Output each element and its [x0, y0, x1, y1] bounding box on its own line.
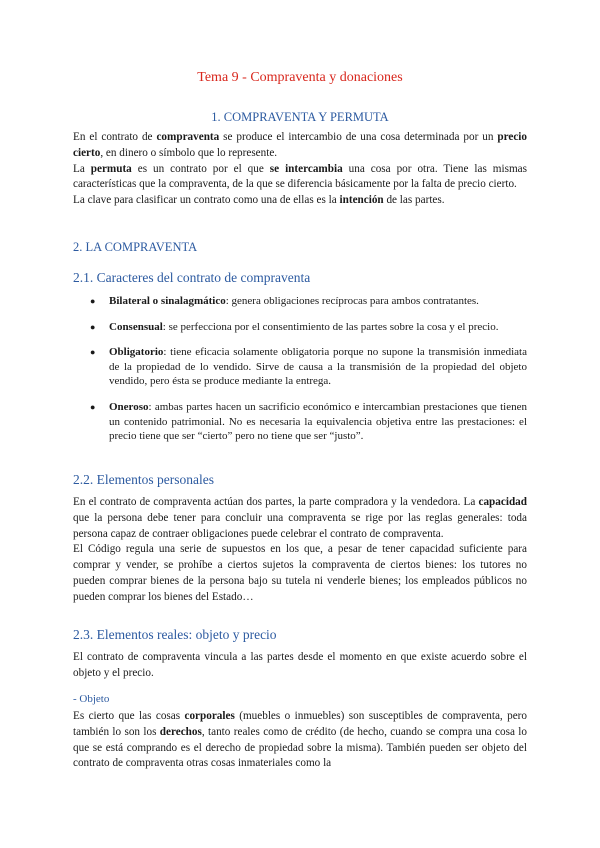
characteristics-list: [73, 294, 527, 444]
section-1-heading: 1. COMPRAVENTA Y PERMUTA: [211, 110, 389, 124]
section-2-3-intro: [73, 650, 527, 682]
list-item: ● Oneroso: ambas partes hacen un sacrificio económico e intercambian prestaciones que tienen un contenido patrimonial. No es necesaria la equivalencia objetiva entre las prestaciones: el precio tiene que ser “cierto” pero no tiene que ser “justo”.: [90, 400, 527, 443]
paragraph: La clave para clasificar un contrato como una de ellas es la intención de las partes.: [73, 194, 445, 207]
bullet-icon: ●: [90, 401, 96, 412]
section-2-2-heading: 2.2. Elementos personales: [73, 472, 214, 487]
paragraph: El Código regula una serie de supuestos en los que, a pesar de tener capacidad suficiente para comprar y vender, se prohíbe a ciertos sujetos la compraventa de ciertos bienes: los tutores no pueden comprar bienes de la persona bajo su tutela ni venderle bienes; los empleados públicos no pueden comprar los bienes del Estado…: [73, 543, 527, 603]
list-item: ● Obligatorio: tiene eficacia solamente obligatoria porque no supone la transmisión inmediata de la propiedad de lo vendido. Sirve de causa a la transmisión de la propiedad del objeto vendido, pero ésta se produce mediante la entrega.: [90, 346, 527, 388]
objeto-body: [73, 709, 527, 772]
bullet-icon: ●: [90, 296, 96, 306]
section-2-3-heading: 2.3. Elementos reales: objeto y precio: [73, 627, 277, 642]
objeto-subheading: - Objeto: [73, 693, 110, 705]
bullet-icon: ●: [90, 321, 96, 332]
paragraph: La permuta es un contrato por el que se intercambia una cosa por otra. Tiene las mismas características que la compraventa, de la que se diferencia básicamente por la falta de precio cierto.: [73, 162, 527, 191]
paragraph: El contrato de compraventa vincula a las partes desde el momento en que existe acuerdo sobre el objeto y el precio.: [73, 651, 527, 679]
paragraph: Es cierto que las cosas corporales (muebles o inmuebles) son susceptibles de compraventa, pero también lo son los derechos, tanto reales como de crédito (de hecho, cuando se compra una cosa lo que se está comprando es el derecho de propiedad sobre la misma). También pueden ser objeto del contrato de compraventa otras cosas inmateriales como la: [73, 710, 527, 770]
section-2-2-body: [73, 495, 527, 606]
list-item: ● Bilateral o sinalagmático: genera obligaciones recíprocas para ambos contratantes.: [90, 295, 479, 307]
paragraph: En el contrato de compraventa actúan dos partes, la parte compradora y la vendedora. La capacidad que la persona debe tener para concluir una compraventa se rige por las reglas generales: toda persona capaz de contraer obligaciones puede celebrar el contrato de compraventa.: [73, 496, 527, 540]
section-2-heading: 2. LA COMPRAVENTA: [73, 240, 198, 254]
document-title: Tema 9 - Compraventa y donaciones: [197, 70, 403, 85]
bullet-icon: ●: [90, 347, 96, 358]
section-1-body: [73, 130, 527, 209]
paragraph: En el contrato de compraventa se produce el intercambio de una cosa determinada por un precio cierto, en dinero o símbolo que lo represente.: [73, 131, 527, 159]
list-item: ● Consensual: se perfecciona por el consentimiento de las partes sobre la cosa y el precio.: [90, 320, 499, 333]
section-2-1-heading: 2.1. Caracteres del contrato de compraventa: [73, 270, 311, 285]
